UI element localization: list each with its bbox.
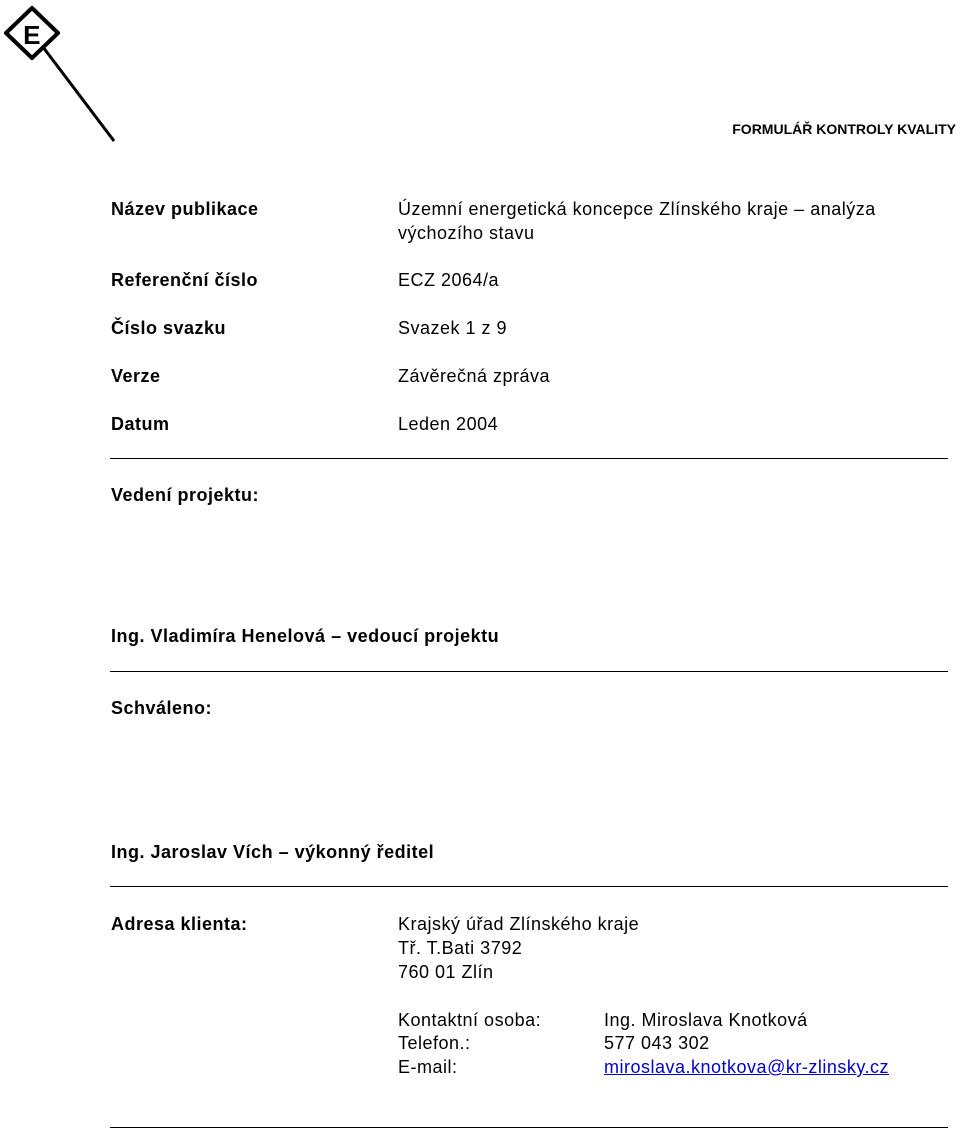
approved-person: Ing. Jaroslav Vích – výkonný ředitel [111,842,435,862]
date-value: Leden 2004 [398,414,499,434]
reference-label: Referenční číslo [111,270,259,290]
contact-label: Kontaktní osoba: [398,1010,542,1030]
phone-label: Telefon.: [398,1033,471,1053]
publication-label: Název publikace [111,199,259,219]
contact-value: Ing. Miroslava Knotková [604,1010,808,1030]
client-address-line1: Krajský úřad Zlínského kraje [398,914,640,934]
divider [110,671,948,672]
version-value: Závěrečná zpráva [398,366,551,386]
divider [110,458,948,459]
version-label: Verze [111,366,161,386]
volume-value: Svazek 1 z 9 [398,318,508,338]
date-label: Datum [111,414,170,434]
publication-value-line2: výchozího stavu [398,223,535,243]
phone-value: 577 043 302 [604,1033,710,1053]
form-title: FORMULÁŘ KONTROLY KVALITY [732,121,956,137]
volume-label: Číslo svazku [111,318,227,338]
divider [110,886,948,887]
diamond-e-logo-icon [0,0,130,150]
email-label: E-mail: [398,1057,458,1077]
management-person: Ing. Vladimíra Henelová – vedoucí projektu [111,626,500,646]
logo-letter: E [23,20,41,50]
reference-value: ECZ 2064/a [398,270,500,290]
client-address-line2: Tř. T.Bati 3792 [398,938,523,958]
client-address-line3: 760 01 Zlín [398,962,494,982]
management-label: Vedení projektu: [111,485,260,505]
publication-value-line1: Územní energetická koncepce Zlínského kraje – analýza [398,199,876,219]
divider [110,1127,948,1128]
email-link[interactable]: miroslava.knotkova@kr-zlinsky.cz [604,1057,889,1077]
client-label: Adresa klienta: [111,914,248,934]
approved-label: Schváleno: [111,698,213,718]
